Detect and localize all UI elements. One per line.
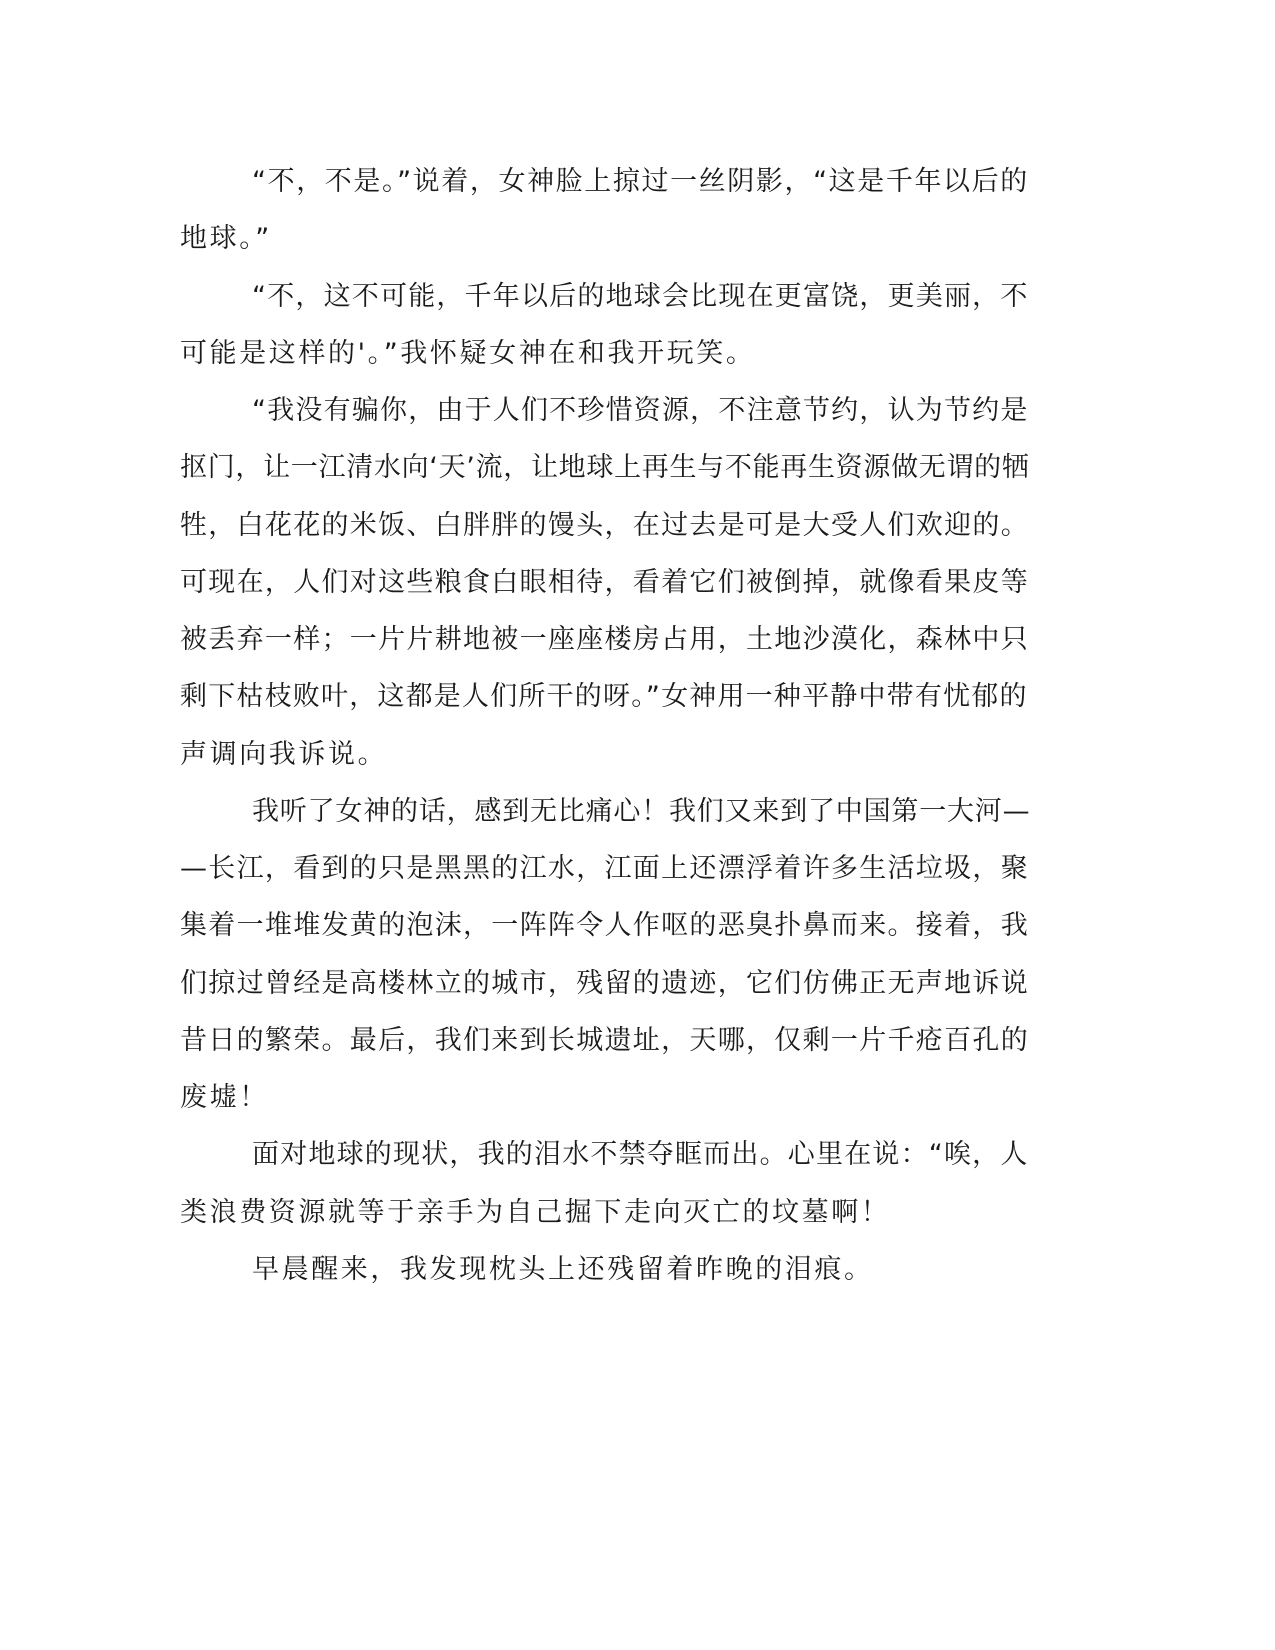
text-line: “我没有骗你，由于人们不珍惜资源，不注意节约，认为节约是 — [252, 395, 1029, 426]
text-line: 昔日的繁荣。最后，我们来到长城遗址，天哪，仅剩一片千疮百孔的 — [180, 1025, 1029, 1056]
text-line: 可能是这样的'。”我怀疑女神在和我开玩笑。 — [180, 338, 756, 369]
text-line: 面对地球的现状，我的泪水不禁夺眶而出。心里在说：“唉，人 — [252, 1139, 1029, 1170]
text-line: 早晨醒来，我发现枕头上还残留着昨晚的泪痕。 — [252, 1254, 874, 1285]
text-line: 废墟！ — [180, 1082, 269, 1113]
text-line: 可现在，人们对这些粮食白眼相待，看着它们被倒掉，就像看果皮等 — [180, 567, 1029, 598]
text-line: 被丢弃一样；一片片耕地被一座座楼房占用，土地沙漠化，森林中只 — [180, 624, 1029, 655]
text-line: —长江，看到的只是黑黑的江水，江面上还漂浮着许多生活垃圾，聚 — [180, 853, 1029, 884]
text-line: 抠门，让一江清水向‘天’流，让地球上再生与不能再生资源做无谓的牺 — [180, 452, 1030, 483]
text-line: 我听了女神的话，感到无比痛心！我们又来到了中国第一大河— — [252, 796, 1031, 827]
text-line: “不，不是。”说着，女神脸上掠过一丝阴影，“这是千年以后的 — [252, 166, 1029, 197]
text-line: 牲，白花花的米饭、白胖胖的馒头，在过去是可是大受人们欢迎的。 — [180, 510, 1029, 541]
text-line: 声调向我诉说。 — [180, 739, 388, 770]
text-line: 们掠过曾经是高楼林立的城市，残留的遗迹，它们仿佛正无声地诉说 — [180, 968, 1029, 999]
text-line: 地球。” — [180, 223, 272, 254]
text-line: 类浪费资源就等于亲手为自己掘下走向灭亡的坟墓啊！ — [180, 1197, 891, 1228]
text-line: 集着一堆堆发黄的泡沫，一阵阵令人作呕的恶臭扑鼻而来。接着，我 — [180, 910, 1029, 941]
text-line: 剩下枯枝败叶，这都是人们所干的呀。”女神用一种平静中带有忧郁的 — [180, 681, 1028, 712]
text-line: “不，这不可能，千年以后的地球会比现在更富饶，更美丽，不 — [252, 281, 1029, 312]
